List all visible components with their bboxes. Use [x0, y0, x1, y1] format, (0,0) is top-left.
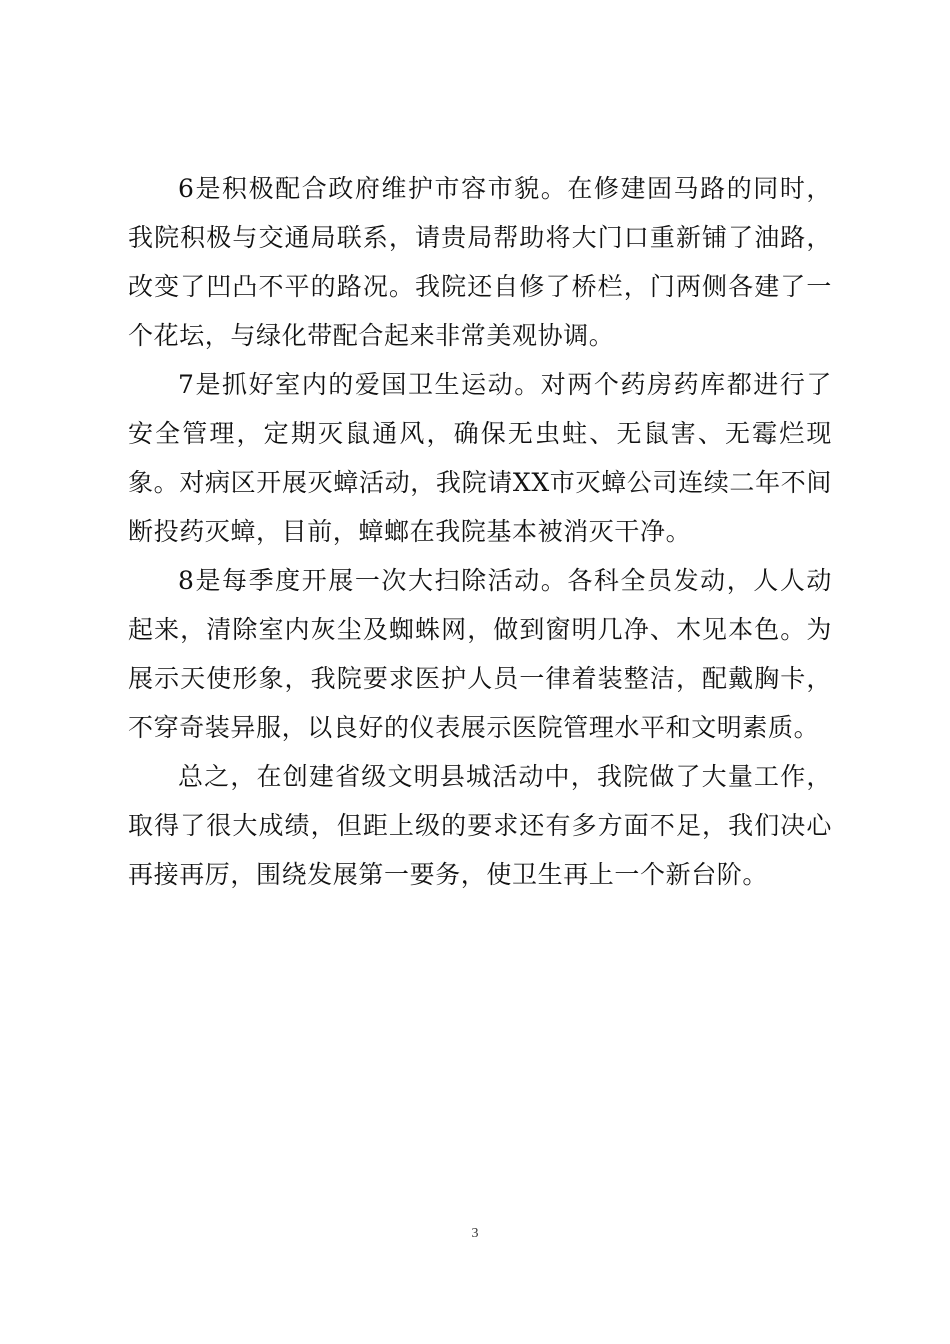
- paragraph-conclusion: 总之，在创建省级文明县城活动中，我院做了大量工作，取得了很大成绩，但距上级的要求还有多方面不足，我们决心再接再厉，围绕发展第一要务，使卫生再上一个新台阶。: [128, 762, 832, 889]
- paragraph-item-8: 8是每季度开展一次大扫除活动。各科全员发动，人人动起来，清除室内灰尘及蜘蛛网，做到窗明几净、木见本色。为展示天使形象，我院要求医护人员一律着装整洁，配戴胸卡，不穿奇装异服，以良好的仪表展示医院管理水平和文明素质。: [128, 566, 832, 742]
- paragraph-item-7: 7是抓好室内的爱国卫生运动。对两个药房药库都进行了安全管理，定期灭鼠通风，确保无虫蛀、无鼠害、无霉烂现象。对病区开展灭蟑活动，我院请XX市灭蟑公司连续二年不间断投药灭蟑，目前，蟑螂在我院基本被消灭干净。: [128, 370, 832, 546]
- page-number: 3: [471, 1226, 479, 1241]
- document-body: [128, 164, 832, 899]
- paragraph-item-6: 6是积极配合政府维护市容市貌。在修建固马路的同时，我院积极与交通局联系，请贵局帮助将大门口重新铺了油路，改变了凹凸不平的路况。我院还自修了桥栏，门两侧各建了一个花坛，与绿化带配合起来非常美观协调。: [128, 174, 832, 350]
